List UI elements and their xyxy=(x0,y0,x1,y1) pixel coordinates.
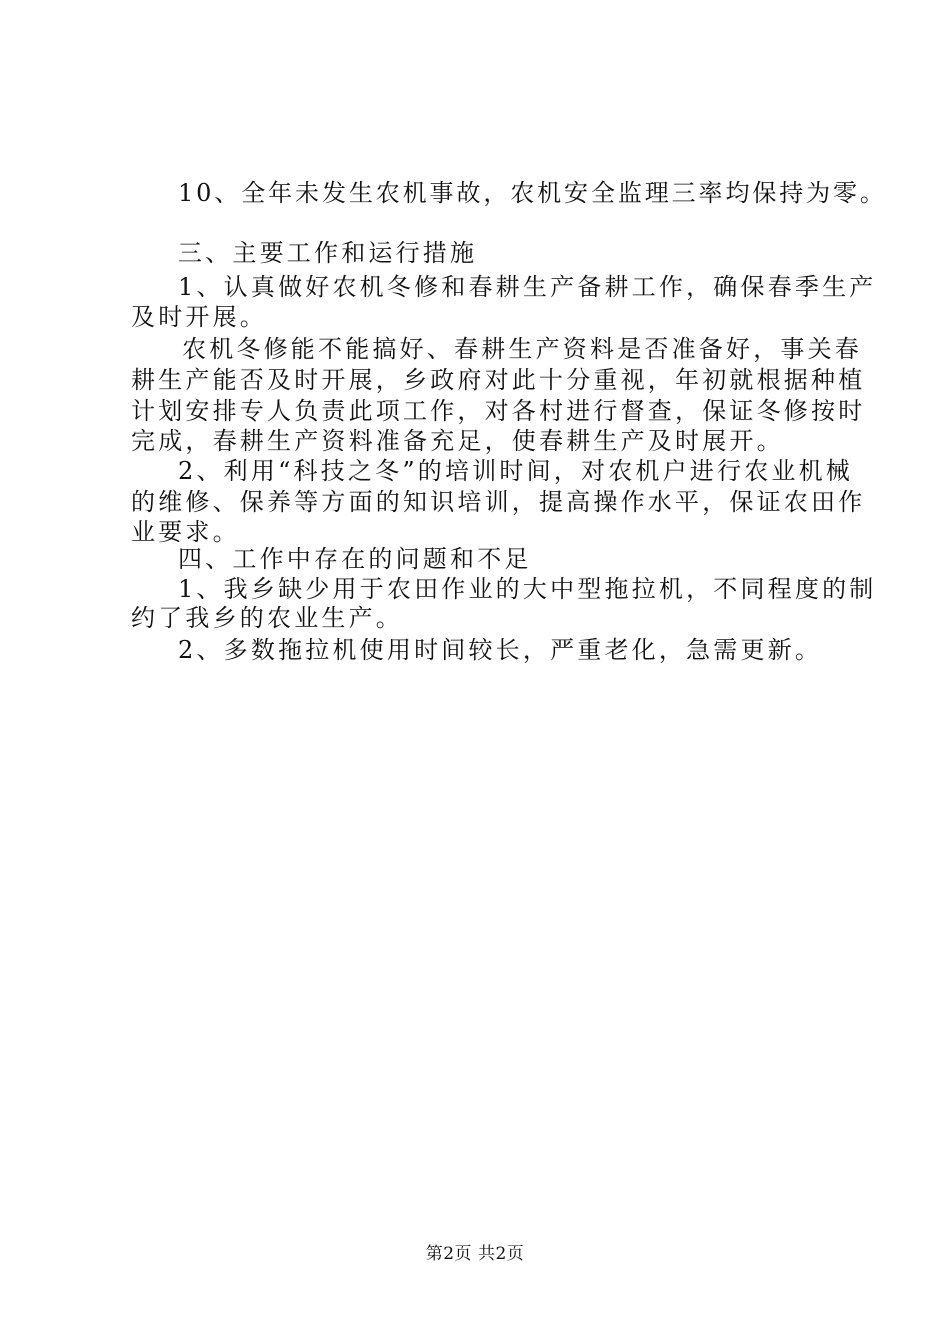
section-heading-3: 三、主要工作和运行措施 xyxy=(178,239,478,267)
item-2-training-line-1: 2、利用“科技之冬”的培训时间，对农机户进行农业机械 xyxy=(178,457,854,485)
problem-1-line-2: 约了我乡的农业生产。 xyxy=(131,604,403,632)
item-1-winter-repair-line-1: 1、认真做好农机冬修和春耕生产备耕工作，确保春季生产 xyxy=(178,273,877,301)
problem-1-line-1: 1、我乡缺少用于农田作业的大中型拖拉机，不同程度的制 xyxy=(178,575,877,603)
paragraph-line-1: 农机冬修能不能搞好、春耕生产资料是否准备好，事关春 xyxy=(182,335,862,363)
item-1-winter-repair-line-2: 及时开展。 xyxy=(131,303,267,331)
item-2-training-line-3: 业要求。 xyxy=(131,518,240,546)
item-10-accident-record: 10、全年未发生农机事故，农机安全监理三率均保持为零。 xyxy=(178,179,887,207)
paragraph-line-4: 完成，春耕生产资料准备充足，使春耕生产及时展开。 xyxy=(131,427,784,455)
paragraph-line-2: 耕生产能否及时开展，乡政府对此十分重视，年初就根据种植 xyxy=(131,366,866,394)
item-2-training-line-2: 的维修、保养等方面的知识培训，提高操作水平，保证农田作 xyxy=(131,488,866,516)
paragraph-line-3: 计划安排专人负责此项工作，对各村进行督查，保证冬修按时 xyxy=(131,397,866,425)
page-number-footer: 第2页 共2页 xyxy=(425,1244,525,1264)
problem-2: 2、多数拖拉机使用时间较长，严重老化，急需更新。 xyxy=(178,636,823,664)
section-heading-4: 四、工作中存在的问题和不足 xyxy=(178,545,532,573)
